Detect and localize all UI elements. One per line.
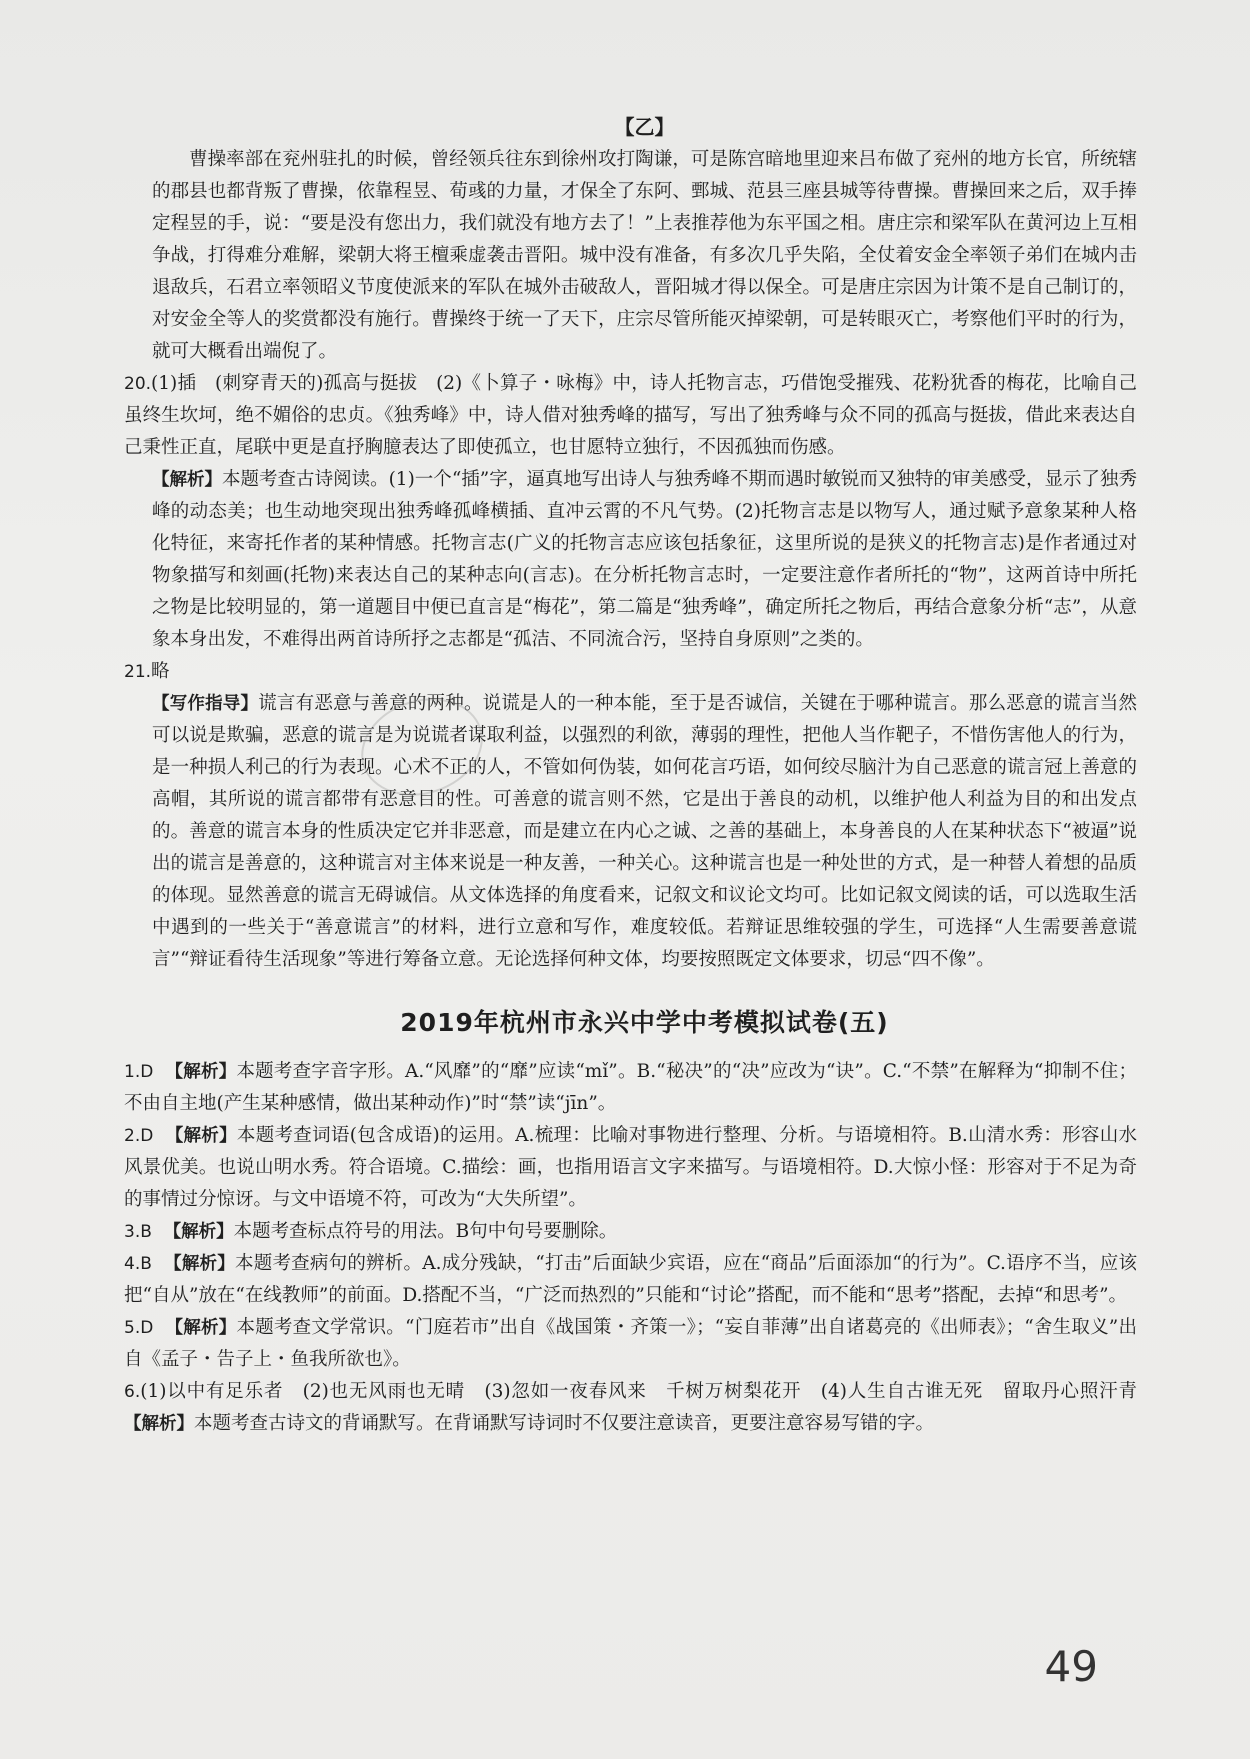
answer-number: 6. [124,1382,141,1402]
writing-guide-text: 谎言有恶意与善意的两种。说谎是人的一种本能，至于是否诚信，关键在于哪种谎言。那么恶意的谎言当然可以说是欺骗，恶意的谎言是为说谎者谋取利益，以强烈的利欲，薄弱的理性，把他人当作靶子，不惜伤害他人的行为，是一种损人利己的行为表现。心术不正的人，不管如何伪装，如何花言巧语，如何绞尽脑汁为自己恶意的谎言冠上善意的高帽，其所说的谎言都带有恶意目的性。可善意的谎言则不然，它是出于善良的动机，以维护他人利益为目的和出发点的。善意的谎言本身的性质决定它并非恶意，而是建立在内心之诚、之善的基础上，本身善良的人在某种状态下“被逼”说出的谎言是善意的，这种谎言对主体来说是一种友善，一种关心。这种谎言也是一种处世的方式，是一种替人着想的品质的体现。显然善意的谎言无碍诚信。从文体选择的角度看来，记叙文和议论文均可。比如记叙文阅读的话，可以选取生活中遇到的一些关于“善意谎言”的材料，进行立意和写作，难度较低。若辩证思维较强的学生，可选择“人生需要善意谎言”“辩证看待生活现象”等进行筹备立意。无论选择何种文体，均要按照既定文体要求，切忌“四不像”。 [152,693,1137,970]
answer-item-2 [124,1120,1137,1216]
answer-number: 4.B [124,1254,152,1274]
analysis-tag: 【解析】 [163,1222,234,1242]
answer-item-6 [124,1376,1156,1440]
analysis-text: 本题考查古诗阅读。(1)一个“插”字，逼真地写出诗人与独秀峰不期而遇时敏锐而又独特的审美感受，显示了独秀峰的动态美；也生动地突现出独秀峰孤峰横插、直冲云霄的不凡气势。(2)托物言志是以物写人，通过赋予意象某种人格化特征，来寄托作者的某种情感。托物言志(广义的托物言志应该包括象征，这里所说的是狭义的托物言志)是作者通过对物象描写和刻画(托物)来表达自己的某种志向(言志)。在分析托物言志时，一定要注意作者所托的“物”，这两首诗中所托之物是比较明显的，第一道题目中便已直言是“梅花”，第二篇是“独秀峰”，确定所托之物后，再结合意象分析“志”，从意象本身出发，不难得出两首诗所抒之志都是“孤洁、不同流合污，坚持自身原则”之类的。 [152,469,1137,650]
answer-text: 本题考查病句的辨析。A.成分残缺，“打击”后面缺少宾语，应在“商品”后面添加“的行为”。C.语序不当，应该把“自从”放在“在线教师”的前面。D.搭配不当，“广泛而热烈的”只能和“讨论”搭配，而不能和“思考”搭配，去掉“和思考”。 [124,1253,1138,1306]
writing-guide-tag: 【写作指导】 [152,694,259,714]
analysis-tag: 【解析】 [165,1062,237,1082]
analysis-tag: 【解析】 [164,1254,235,1274]
answer-item-4 [124,1248,1137,1312]
answer-text: 本题考查标点符号的用法。B句中句号要删除。 [233,1221,618,1242]
question-20 [124,368,1137,656]
answer-number: 2.D [124,1126,154,1146]
answer-item-5 [124,1312,1137,1376]
analysis-tag: 【解析】 [165,1318,237,1338]
analysis-tag: 【解析】 [152,470,223,490]
answer-text: 本题考查文学常识。“门庭若市”出自《战国策・齐策一》；“妄自菲薄”出自诸葛亮的《出师表》；“舍生取义”出自《孟子・告子上・鱼我所欲也》。 [124,1317,1137,1370]
answer-item-1 [124,1056,1137,1120]
question-answer: 略 [151,661,170,682]
answer-text: 本题考查字音字形。A.“风靡”的“靡”应读“mǐ”。B.“秘决”的“决”应改为“诀”。C.“不禁”在解释为“抑制不住；不由自主地(产生某种感情，做出某种动作)”时“禁”读“jīn”。 [124,1061,1138,1114]
question-number: 21. [124,662,152,682]
answer-text: 本题考查词语(包含成语)的运用。A.梳理：比喻对事物进行整理、分析。与语境相符。B.山清水秀：形容山水风景优美。也说山明水秀。符合语境。C.描绘：画，也指用语言文字来描写。与语境相符。D.大惊小怪：形容对于不足为奇的事情过分惊讶。与文中语境不符，可改为“大失所望”。 [124,1125,1138,1210]
page-number: 49 [1044,1642,1098,1691]
answer-list [124,1056,1156,1440]
content [124,112,1156,1440]
answer-number: 1.D [124,1062,154,1082]
answer-text: 本题考查古诗文的背诵默写。在背诵默写诗词时不仅要注意读音，更要注意容易写错的字。 [194,1413,935,1434]
answer-recitation: (1)以中有足乐者 (2)也无风雨也无晴 (3)忽如一夜春风来 千树万树梨花开 (4)人生自古谁无死 留取丹心照汗青 [140,1381,1156,1402]
answer-item-3 [124,1216,1137,1248]
question-21 [124,656,1137,976]
exam-title: 2019年杭州市永兴中学中考模拟试卷(五) [400,1008,889,1037]
section-label: 【乙】 [614,115,675,139]
question-answer: (1)插 (刺穿青天的)孤高与挺拔 (2)《卜算子・咏梅》中，诗人托物言志，巧借饱受摧残、花粉犹香的梅花，比喻自己虽终生坎坷，绝不媚俗的忠贞。《独秀峰》中，诗人借对独秀峰的描写，写出了独秀峰与众不同的孤高与挺拔，借此来表达自己秉性正直，尾联中更是直抒胸臆表达了即使孤立，也甘愿特立独行，不因孤独而伤感。 [124,373,1137,458]
analysis-tag: 【解析】 [124,1414,194,1434]
question-number: 20. [124,374,152,394]
passage-text: 曹操率部在兖州驻扎的时候，曾经领兵往东到徐州攻打陶谦，可是陈宫暗地里迎来吕布做了兖州的地方长官，所统辖的郡县也都背叛了曹操，依靠程昱、荀彧的力量，才保全了东阿、鄄城、范县三座县城等待曹操。曹操回来之后，双手捧定程昱的手，说：“要是没有您出力，我们就没有地方去了！”上表推荐他为东平国之相。唐庄宗和梁军队在黄河边上互相争战，打得难分难解，梁朝大将王檀乘虚袭击晋阳。城中没有准备，有多次几乎失陷，全仗着安金全率领子弟们在城内击退敌兵，石君立率领昭义节度使派来的军队在城外击破敌人，晋阳城才得以保全。可是唐庄宗因为计策不是自己制订的，对安金全等人的奖赏都没有施行。曹操终于统一了天下，庄宗尽管所能灭掉梁朝，可是转眼灭亡，考察他们平时的行为，就可大概看出端倪了。 [152,149,1137,362]
answer-number: 3.B [124,1222,152,1242]
analysis-tag: 【解析】 [165,1126,237,1146]
answer-number: 5.D [124,1318,154,1338]
